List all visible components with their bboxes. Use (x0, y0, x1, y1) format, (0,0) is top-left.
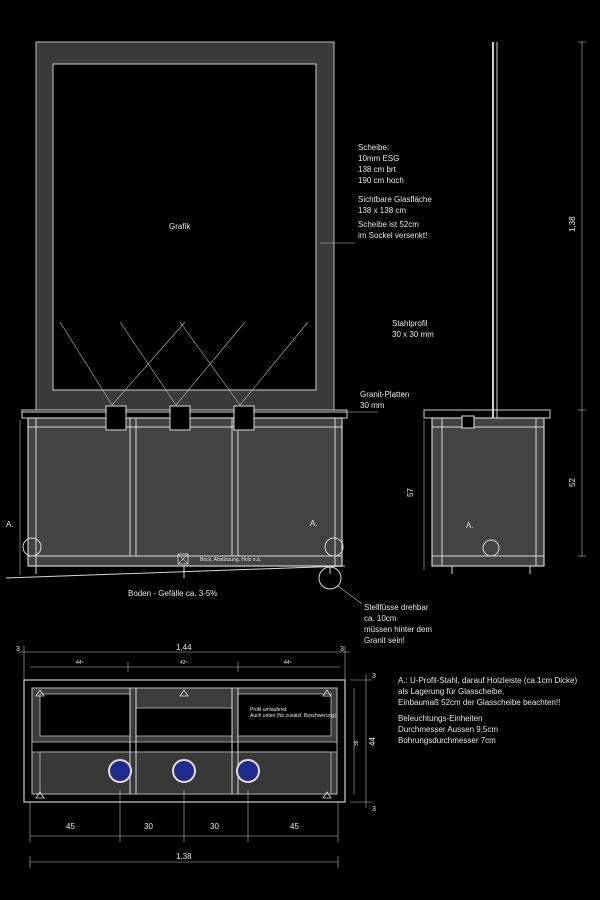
scheibe-3: 138 cm brt (358, 165, 396, 174)
profil-note-2: Auch unten (für zusätzl. Beschwerung). (250, 713, 338, 719)
seg-bottom-1: 45 (66, 822, 75, 831)
detail-a-right: A. (310, 519, 318, 528)
note-u-profil-3: Einbaumaß 52cm der Glasscheibe beachten!! (398, 698, 561, 707)
base-cabinet (28, 418, 342, 566)
sichtbare-2: 138 x 138 cm (358, 206, 407, 215)
floor-line (6, 566, 345, 578)
note-beleuchtung-1: Beleuchtungs-Einheiten (398, 714, 483, 723)
dim-depth: 44 (368, 737, 377, 746)
granit-1: Granit-Platten (360, 390, 410, 399)
note-beleuchtung-3: Bohrungsdurchmesser 7cm (398, 736, 496, 745)
granit-2: 30 mm (360, 401, 385, 410)
label-boden: Boden - Gefälle ca. 3-5% (128, 589, 218, 598)
dim-edge-depth-top: 3 (372, 673, 376, 680)
seg-bottom-4: 45 (290, 822, 299, 831)
stahlprofil-2: 30 x 30 mm (392, 330, 434, 339)
dim-edge-depth-bottom: 3 (372, 806, 376, 813)
seg-bottom-3: 30 (210, 822, 219, 831)
front-view (6, 42, 378, 604)
scheibe-1: Scheibe: (358, 143, 390, 152)
versenkt-2: im Sockel versenkt! (358, 231, 428, 240)
dim-edge-left: 3 (16, 646, 20, 653)
plan-view (16, 643, 377, 868)
sichtbare-1: Sichtbare Glasfläche (358, 195, 432, 204)
stellfuesse-4: Granit sein! (364, 636, 405, 645)
front-annotations (358, 143, 434, 645)
note-u-profil-2: als Lagerung für Glasscheibe. (398, 687, 505, 696)
detail-a-left: A. (6, 520, 14, 529)
note-beleuchtung-2: Durchmesser Aussen 9,5cm (398, 725, 499, 734)
notes (398, 676, 578, 745)
label-bock: Bock, Abstützung, Holz o.ä. (200, 557, 262, 563)
dim-side-138: 1,38 (568, 216, 577, 232)
scheibe-4: 190 cm hoch (358, 176, 404, 185)
detail-a-side: A. (466, 521, 474, 530)
dim-total-width: 1,44 (176, 643, 192, 652)
stahlprofil-1: Stahlprofil (392, 319, 428, 328)
note-u-profil-1: A.: U-Profil-Stahl, darauf Holzleiste (ca.1cm Dicke) (398, 676, 578, 685)
profil-note-1: Profil umlaufend. (250, 707, 288, 713)
label-grafik: Grafik (169, 222, 191, 231)
seg-top-3: 44⁵ (284, 660, 292, 666)
stellfuesse-2: ca. 10cm (364, 614, 397, 623)
seg-bottom-2: 30 (144, 822, 153, 831)
dim-edge-right: 3 (340, 646, 344, 653)
scheibe-2: 10mm ESG (358, 154, 400, 163)
dim-inner-width: 1,38 (176, 852, 192, 861)
versenkt-1: Scheibe ist 52cm (358, 220, 419, 229)
stellfuesse-1: Stellfüsse drehbar (364, 603, 429, 612)
stellfuesse-3: müssen hinter dem (364, 625, 433, 634)
dim-side-52: 52 (568, 478, 577, 487)
dim-depth-inner: 38 (354, 740, 360, 746)
dim-front-57: 57 (406, 488, 415, 497)
seg-top-1: 44⁵ (76, 660, 84, 666)
side-view (424, 42, 586, 574)
seg-top-2: 42⁵ (180, 660, 188, 666)
